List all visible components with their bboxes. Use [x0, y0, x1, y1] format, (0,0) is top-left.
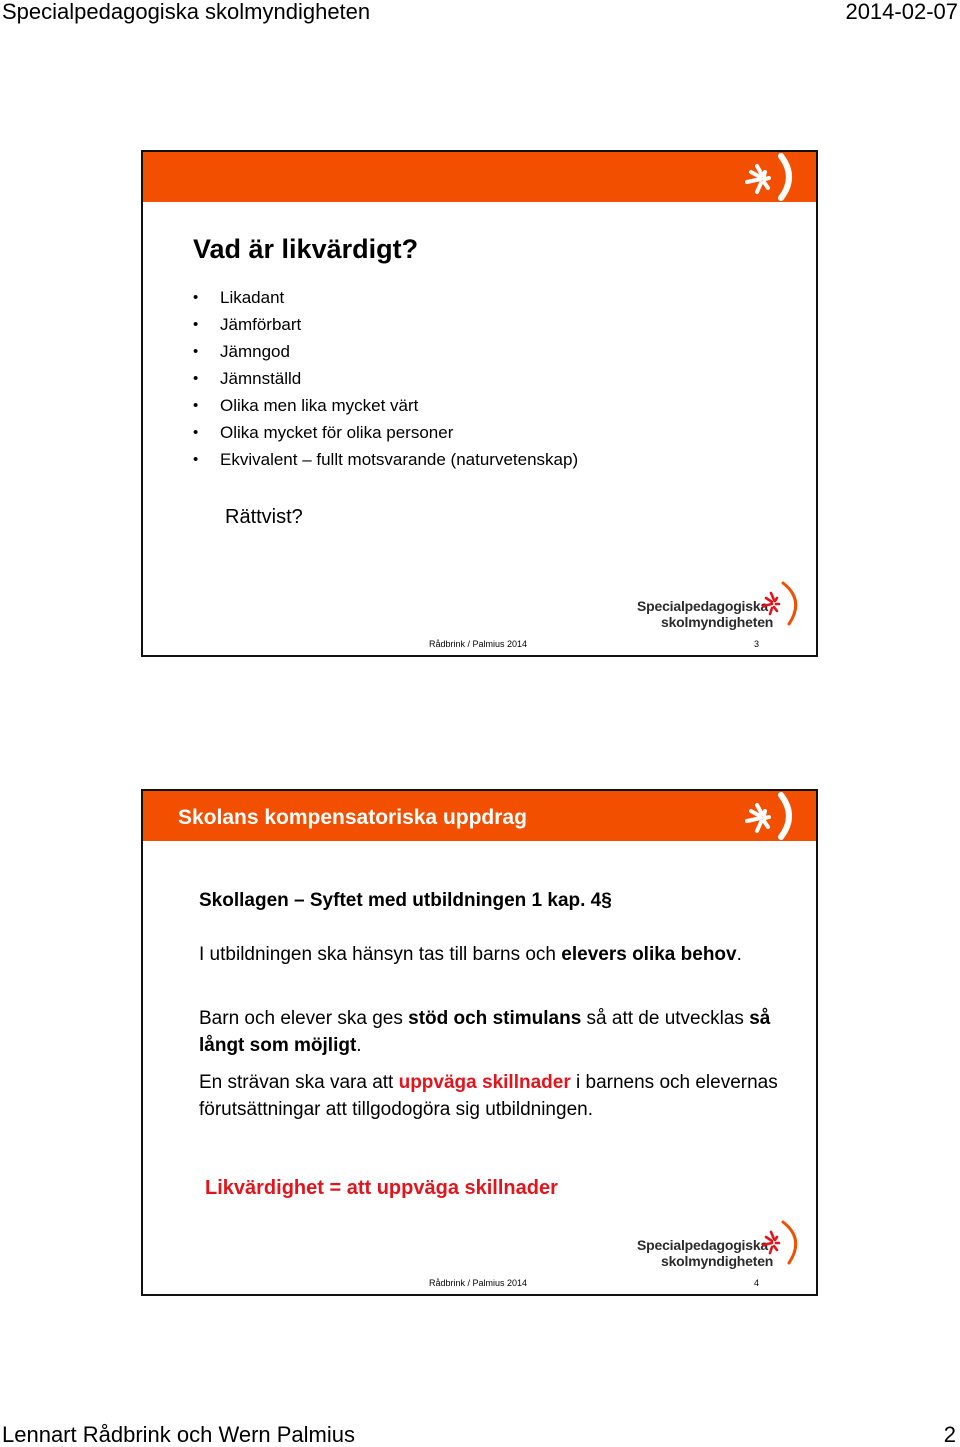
slide-3	[141, 150, 818, 657]
organization-logo	[633, 580, 803, 632]
list-item: • Jämförbart	[193, 311, 578, 338]
logo-line-1: Specialpedagogiska	[637, 598, 769, 614]
star-logo-mark-icon	[759, 1219, 803, 1265]
bold-text: elevers olika behov	[561, 944, 737, 965]
question-text: Rättvist?	[225, 506, 303, 528]
logo-line-2: skolmyndigheten	[661, 1253, 774, 1269]
slide-title: Vad är likvärdigt?	[193, 234, 419, 264]
slide-credit: Rådbrink / Palmius 2014	[429, 1278, 528, 1288]
list-item: • Jämngod	[193, 338, 578, 365]
slide-banner	[143, 152, 816, 202]
footer-authors: Lennart Rådbrink och Wern Palmius	[2, 1422, 355, 1447]
page-header	[0, 0, 960, 24]
paragraph-compensate	[199, 1069, 799, 1123]
bold-text: stöd och stimulans	[408, 1008, 582, 1029]
list-item: • Olika mycket för olika personer	[193, 419, 578, 446]
page-footer	[0, 1423, 960, 1447]
text-run: En strävan ska vara att	[199, 1072, 399, 1093]
organization-logo	[633, 1219, 803, 1271]
banner-title: Skolans kompensatoriska uppdrag	[178, 806, 527, 829]
list-item: • Jämnställd	[193, 365, 578, 392]
slide-credit: Rådbrink / Palmius 2014	[429, 639, 528, 649]
paragraph-needs	[199, 941, 799, 968]
highlight-text: uppväga skillnader	[398, 1072, 571, 1093]
header-organization: Specialpedagogiska skolmyndigheten	[2, 0, 371, 24]
text-run: så att de utvecklas	[581, 1008, 750, 1029]
paragraph-support	[199, 1005, 799, 1059]
slide-number: 3	[754, 639, 760, 649]
bullet-list	[193, 284, 578, 473]
slide-number: 4	[754, 1278, 760, 1288]
slide-banner	[143, 791, 816, 841]
text-run: I utbildningen ska hänsyn tas till barns och	[199, 944, 562, 965]
list-item: • Olika men lika mycket värt	[193, 392, 578, 419]
text-run: Barn och elever ska ges	[199, 1008, 409, 1029]
footer-page-number: 2	[943, 1422, 956, 1447]
list-item: • Ekvivalent – fullt motsvarande (naturvetenskap)	[193, 446, 578, 473]
bold-text: så långt som möjligt	[199, 1008, 771, 1056]
star-logo-mark-icon	[731, 791, 801, 841]
logo-line-2: skolmyndigheten	[661, 614, 774, 630]
text-run: i barnens och elevernas förutsättningar att tillgodogöra sig utbildningen.	[199, 1072, 778, 1120]
law-reference-heading: Skollagen – Syftet med utbildningen 1 kap. 4§	[199, 890, 612, 911]
text-run: .	[736, 944, 742, 965]
header-date: 2014-02-07	[845, 0, 958, 24]
star-logo-mark-icon	[759, 580, 803, 626]
star-logo-mark-icon	[731, 152, 801, 202]
text-run: .	[356, 1035, 362, 1056]
list-item: • Likadant	[193, 284, 578, 311]
logo-line-1: Specialpedagogiska	[637, 1237, 769, 1253]
slide-4	[141, 789, 818, 1296]
conclusion-text: Likvärdighet = att uppväga skillnader	[205, 1177, 558, 1199]
